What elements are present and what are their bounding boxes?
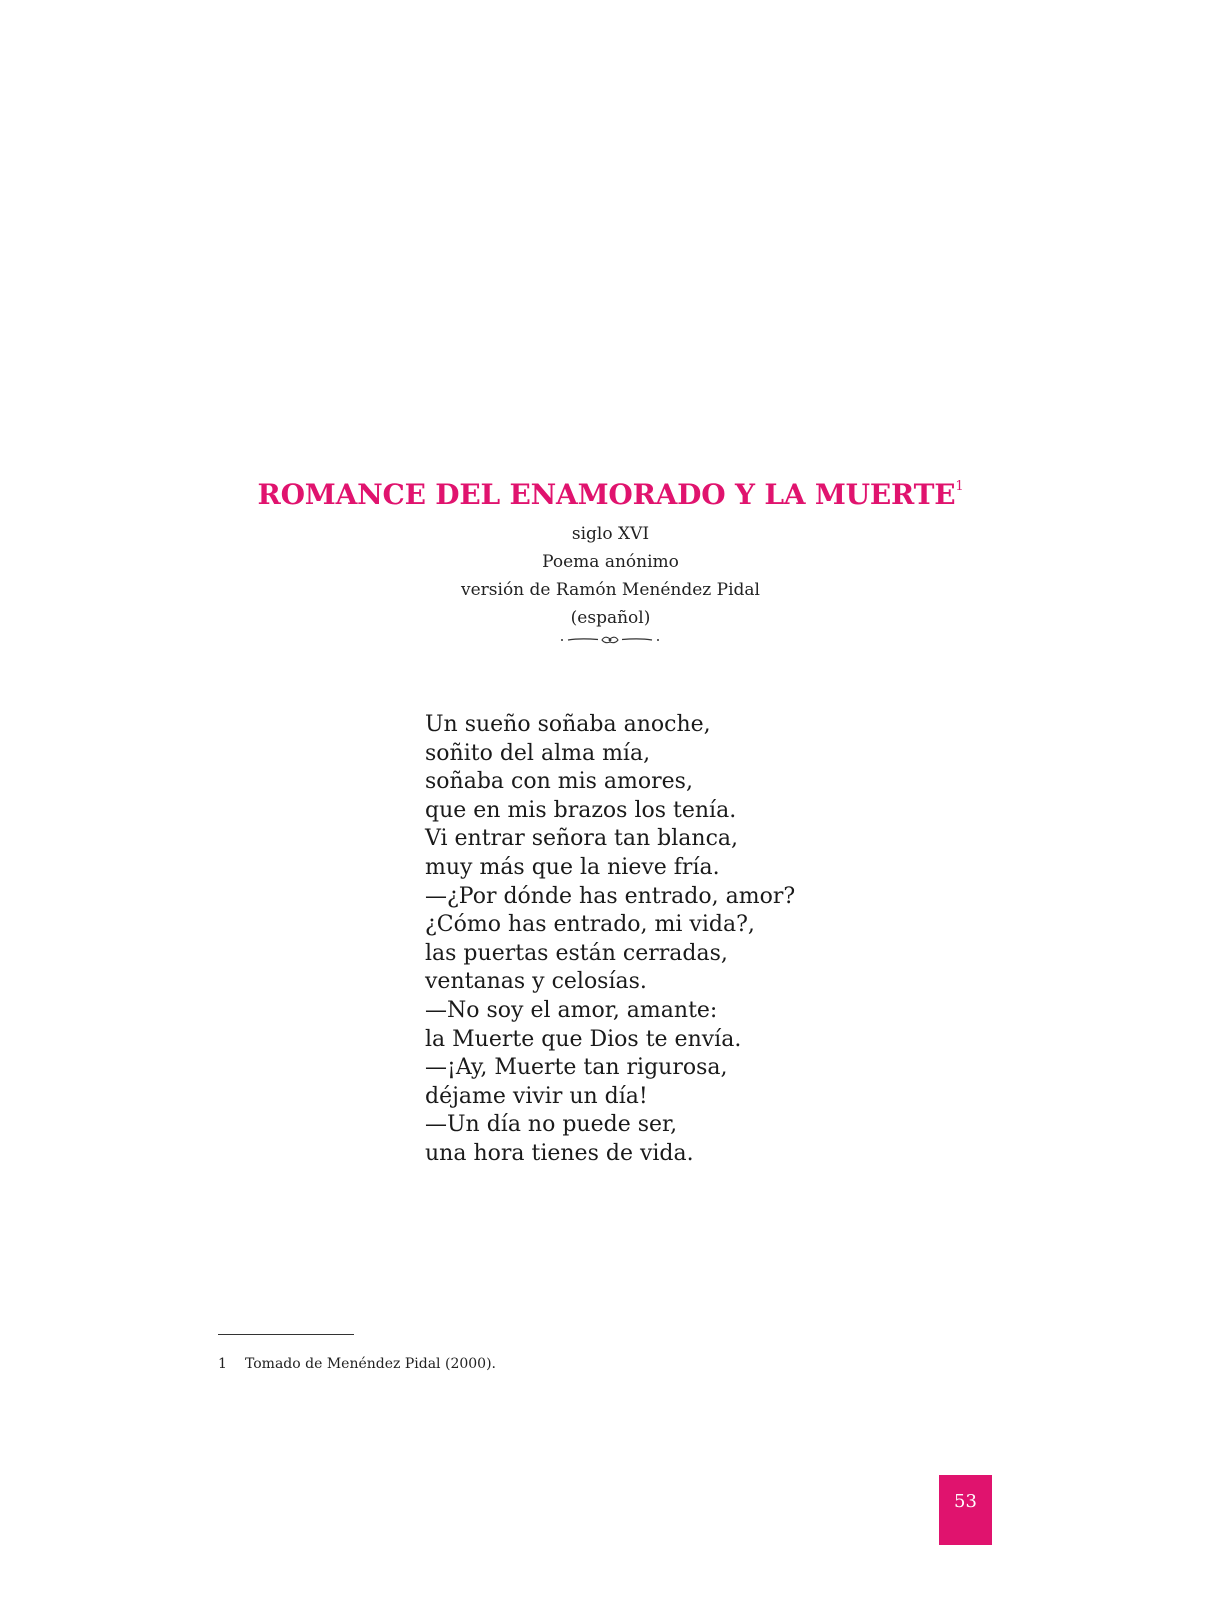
poem-line: soñito del alma mía, (425, 740, 651, 766)
poem-line: una hora tienes de vida. (425, 1140, 694, 1166)
poem-line: muy más que la nieve fría. (425, 854, 720, 880)
poem-line: Vi entrar señora tan blanca, (425, 826, 739, 852)
poem-body (425, 711, 795, 1169)
page-number-badge (939, 1475, 992, 1545)
page-number: 53 (954, 1491, 977, 1512)
poem-line: la Muerte que Dios te envía. (425, 1026, 742, 1052)
ornamental-divider-icon (560, 633, 660, 647)
poem-line: déjame vivir un día! (425, 1083, 648, 1109)
poem-line: —Un día no puede ser, (425, 1112, 678, 1138)
poem-century: siglo XVI (571, 524, 650, 544)
footnote (218, 1355, 496, 1373)
poem-language: (español) (570, 608, 651, 628)
footnote-number: 1 (218, 1356, 227, 1372)
footnote-text: Tomado de Menéndez Pidal (2000). (245, 1356, 496, 1372)
poem-genre: Poema anónimo (542, 552, 679, 572)
poem-version: versión de Ramón Menéndez Pidal (461, 580, 760, 600)
poem-line: ¿Cómo has entrado, mi vida?, (425, 912, 755, 938)
footnote-divider (218, 1334, 354, 1335)
poem-line: que en mis brazos los tenía. (425, 797, 737, 823)
poem-metadata (0, 520, 1221, 632)
poem-line: ventanas y celosías. (425, 969, 647, 995)
poem-line: —¿Por dónde has entrado, amor? (425, 883, 796, 909)
poem-title-text: ROMANCE DEL ENAMORADO Y LA MUERTE (257, 478, 956, 511)
poem-line: soñaba con mis amores, (425, 769, 693, 795)
poem-title (0, 478, 1221, 512)
poem-line: —No soy el amor, amante: (425, 997, 718, 1023)
poem-line: —¡Ay, Muerte tan rigurosa, (425, 1055, 728, 1081)
poem-line: Un sueño soñaba anoche, (425, 712, 711, 737)
poem-line: las puertas están cerradas, (425, 940, 728, 966)
title-footnote-marker: 1 (955, 479, 964, 494)
